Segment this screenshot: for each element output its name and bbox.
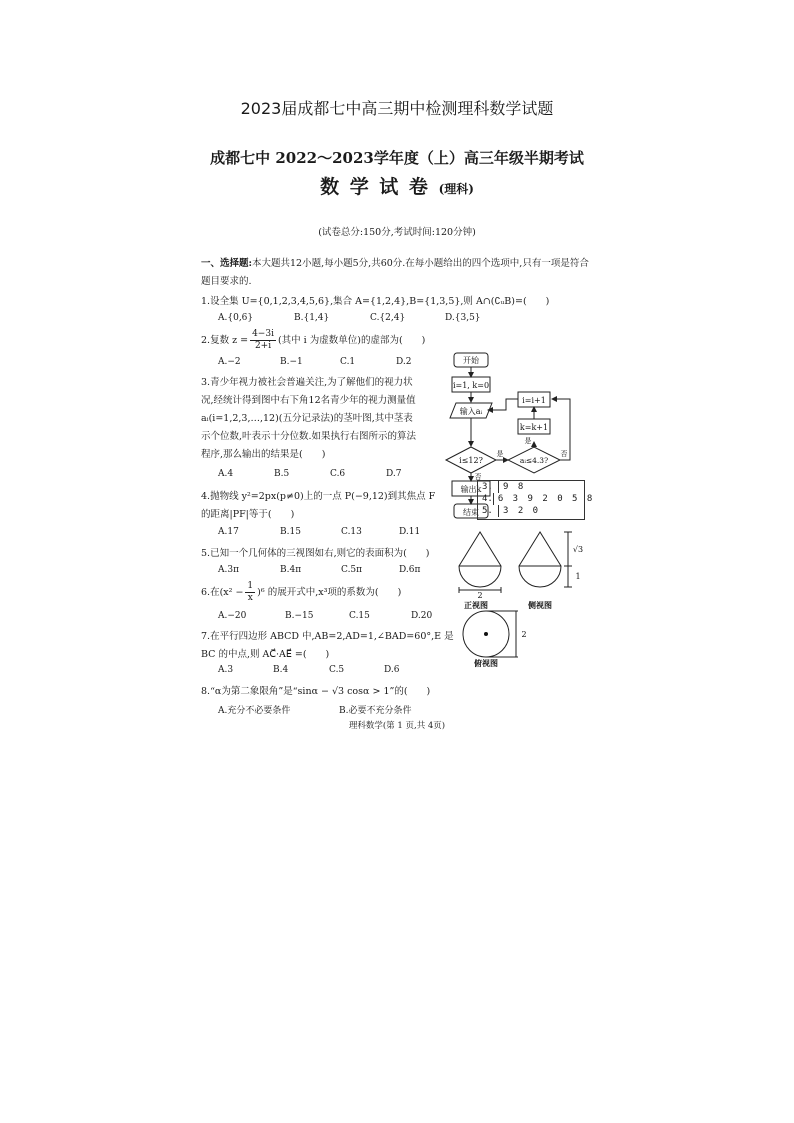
question-5-option-d: D.6π [399,565,421,575]
question-6-stem [201,581,401,604]
flow-init-label: i=1, k=0 [452,381,490,390]
leaf-values: 9 8 [503,482,526,492]
question-1-stem: 1.设全集 U={0,1,2,3,4,5,6},集合 A={1,2,4},B={1,3,5},则 A∩(∁ᵤB)=( ) [201,296,550,307]
fraction-denominator: 2+i [254,341,272,351]
subject-note: (理科) [438,182,474,196]
question-7-line-1: 7.在平行四边形 ABCD 中,AB=2,AD=1,∠BAD=60°,E 是 [201,631,454,642]
question-6-fraction [245,581,255,604]
fraction-denominator: x [247,593,253,603]
stem-leaf-row [478,481,584,493]
question-2-option-a: A.−2 [218,357,241,367]
question-5-option-a: A.3π [218,565,240,575]
question-6-prefix: 6.在(x² − [201,587,244,598]
question-4-option-c: C.13 [341,527,362,537]
fraction-numerator: 4−3i [252,329,274,339]
question-7-option-c: C.5 [329,665,345,675]
question-6-option-c: C.15 [349,611,370,621]
question-3-option-c: C.6 [330,469,346,479]
flow-input-label: 输入aᵢ [459,407,483,416]
question-4-line-2: 的距离|PF|等于( ) [201,509,295,520]
question-4-option-b: B.15 [280,527,301,537]
flow-start-label: 开始 [463,356,479,365]
flow-yes-label-1: 是 [496,450,504,458]
flow-cond2-label: aᵢ≤4.3? [519,456,549,465]
top-view-center-dot [484,632,488,636]
question-2-option-b: B.−1 [280,357,303,367]
question-2-fraction [250,329,276,352]
stem-value: 5. [478,505,499,517]
question-1-option-b: B.{1,4} [294,313,330,323]
question-3-line-3: aᵢ(i=1,2,3,…,12)(五分记录法)的茎叶图,其中茎表 [201,413,413,424]
leaf-values: 3 2 0 [503,506,541,516]
question-1-option-a: A.{0,6} [218,313,254,323]
question-8-option-a: A.充分不必要条件 [218,706,291,716]
question-4-line-1: 4.抛物线 y²=2px(p≠0)上的一点 P(−9,12)到其焦点 F [201,491,436,502]
question-3-line-1: 3.青少年视力被社会普遍关注,为了解他们的视力状 [201,377,413,388]
question-6-suffix: )⁶ 的展开式中,x³项的系数为( ) [257,587,402,598]
subject-title [0,172,794,199]
question-3-option-d: D.7 [386,469,402,479]
question-6-option-b: B.−15 [285,611,314,621]
flow-yes-label-2: 是 [524,437,532,445]
question-6-option-a: A.−20 [218,611,247,621]
question-2-prefix: 2.复数 z = [201,335,249,346]
front-view-label: 正视图 [464,600,488,610]
question-5-option-c: C.5π [341,565,363,575]
question-3-option-b: B.5 [274,469,290,479]
side-view-label: 侧视图 [528,600,552,610]
question-4-option-a: A.17 [218,527,239,537]
question-3-line-4: 示个位数,叶表示十分位数.如果执行右图所示的算法 [201,431,417,442]
question-1-option-c: C.{2,4} [370,313,406,323]
section-heading: 一、选择题: [201,258,253,269]
flow-no-label-2: 否 [474,473,482,481]
dim-width-label: 2 [477,591,483,600]
three-view-figure [450,528,595,668]
dim-diameter-label: 2 [521,630,527,639]
subject-name: 数 学 试 卷 [320,176,430,198]
question-8-option-b: B.必要不充分条件 [339,706,412,716]
exam-title: 成都七中 2022～2023学年度（上）高三年级半期考试 [210,149,584,167]
question-6-option-d: D.20 [411,611,433,621]
page-footer: 理科数学(第 1 页,共 4页) [348,721,446,731]
question-3-line-2: 况,经统计得到图中右下角12名青少年的视力测量值 [201,395,416,406]
question-7-line-2: BC 的中点,则 AC⃗·AE⃗ =( ) [201,649,330,660]
question-5-option-b: B.4π [280,565,302,575]
section-instructions [201,255,593,291]
question-7-option-b: B.4 [273,665,289,675]
document-title: 2023届成都七中高三期中检测理科数学试题 [240,99,554,118]
flow-end-label: 结束 [463,508,479,517]
question-4-option-d: D.11 [399,527,421,537]
exam-meta: (试卷总分:150分,考试时间:120分钟) [318,227,476,238]
stem-leaf-row [478,505,584,517]
flow-cond1-label: i≤12? [459,456,483,465]
question-7-option-a: A.3 [218,665,234,675]
flow-no-label-1: 否 [560,450,568,458]
stem-value: 4. [478,493,494,505]
question-2-stem [201,329,425,352]
flow-incr-k-label: k=k+1 [519,423,549,432]
stem-value: 3. [478,481,499,493]
front-view-shape [459,532,501,587]
question-8-stem: 8.“α为第二象限角”是“sinα − √3 cosα > 1”的( ) [201,686,431,697]
question-1-option-d: D.{3,5} [445,313,481,323]
top-view-label: 俯视图 [474,658,498,668]
stem-leaf-row [478,493,595,505]
dim-cone-label: √3 [572,545,584,554]
stem-leaf-plot [477,480,595,520]
question-3-option-a: A.4 [218,469,234,479]
flow-incr-i-label: i=i+1 [522,396,546,405]
question-3-line-5: 程序,那么输出的结果是( ) [201,449,326,460]
dim-hemi-label: 1 [575,572,581,581]
question-5-stem: 5.已知一个几何体的三视图如右,则它的表面积为( ) [201,548,430,559]
question-2-option-d: D.2 [396,357,412,367]
side-view-shape [519,532,561,587]
fraction-numerator: 1 [247,581,254,591]
question-7-option-d: D.6 [384,665,400,675]
question-2-suffix: (其中 i 为虚数单位)的虚部为( ) [277,335,426,346]
question-2-option-c: C.1 [340,357,356,367]
section-text: 本大题共12小题,每小题5分,共60分.在每小题给出的四个选项中,只有一项是符合题目要求的. [201,258,589,287]
leaf-values: 6 3 9 2 0 5 8 [497,494,595,504]
flow-output-label: 输出k [460,485,482,494]
